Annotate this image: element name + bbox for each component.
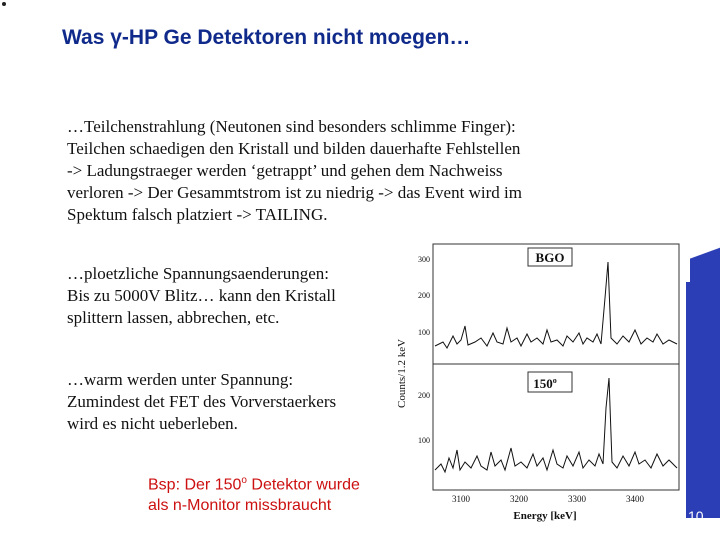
tick-label: 3300	[568, 494, 586, 504]
decorative-bar-top	[690, 230, 720, 282]
text-line: verloren -> Der Gesammtstrom ist zu niedrig -> das Event wird im	[67, 183, 522, 202]
figure-ylabel: Counts/1.2 keV	[396, 338, 408, 408]
tick-label: 3200	[510, 494, 528, 504]
text-line: Bis zu 5000V Blitz… kann den Kristall	[67, 286, 336, 305]
text-line: …Teilchenstrahlung (Neutonen sind besonders schlimme Finger):	[67, 117, 516, 136]
decorative-side-bar	[686, 282, 720, 518]
paragraph-warm-werden	[67, 369, 336, 435]
text-line: -> Ladungstraeger werden ‘getrappt’ und gehen dem Nachweiss	[67, 161, 503, 180]
tick-label: 3100	[452, 494, 470, 504]
text-line: Spektum falsch platziert -> TAILING.	[67, 205, 328, 224]
slide-title: Was γ-HP Ge Detektoren nicht moegen…	[62, 26, 471, 49]
paragraph-spannungsaenderungen	[67, 263, 336, 329]
tick-label: 200	[418, 391, 430, 400]
example-note	[148, 470, 360, 516]
tick-label: 200	[418, 291, 430, 300]
slide-number: 10	[688, 508, 704, 524]
text-line: wird es nicht ueberleben.	[67, 414, 238, 433]
spectrum-figure	[395, 238, 685, 528]
tick-label: 300	[418, 255, 430, 264]
tick-label: 100	[418, 436, 430, 445]
text-line: Zumindest det FET des Vorverstaerkers	[67, 392, 337, 411]
text-line: splittern lassen, abbrechen, etc.	[67, 308, 280, 327]
tick-label: 3400	[626, 494, 644, 504]
text-line: …ploetzliche Spannungsaenderungen:	[67, 264, 330, 283]
panel-label-bgo: BGO	[535, 250, 565, 265]
text-line: …warm werden unter Spannung:	[67, 370, 294, 389]
corner-dot	[2, 2, 6, 6]
tick-label: 100	[418, 328, 430, 337]
note-line-1: Bsp: Der 150$^o$ Detektor wurde	[148, 475, 360, 494]
paragraph-teilchenstrahlung	[67, 116, 522, 226]
panel-label-150: 150$^o$	[533, 376, 557, 391]
note-line-2: als n-Monitor missbraucht	[148, 497, 332, 515]
text-line: Teilchen schaedigen den Kristall und bilden dauerhafte Fehlstellen	[67, 139, 521, 158]
figure-xlabel: Energy [keV]	[513, 510, 577, 522]
